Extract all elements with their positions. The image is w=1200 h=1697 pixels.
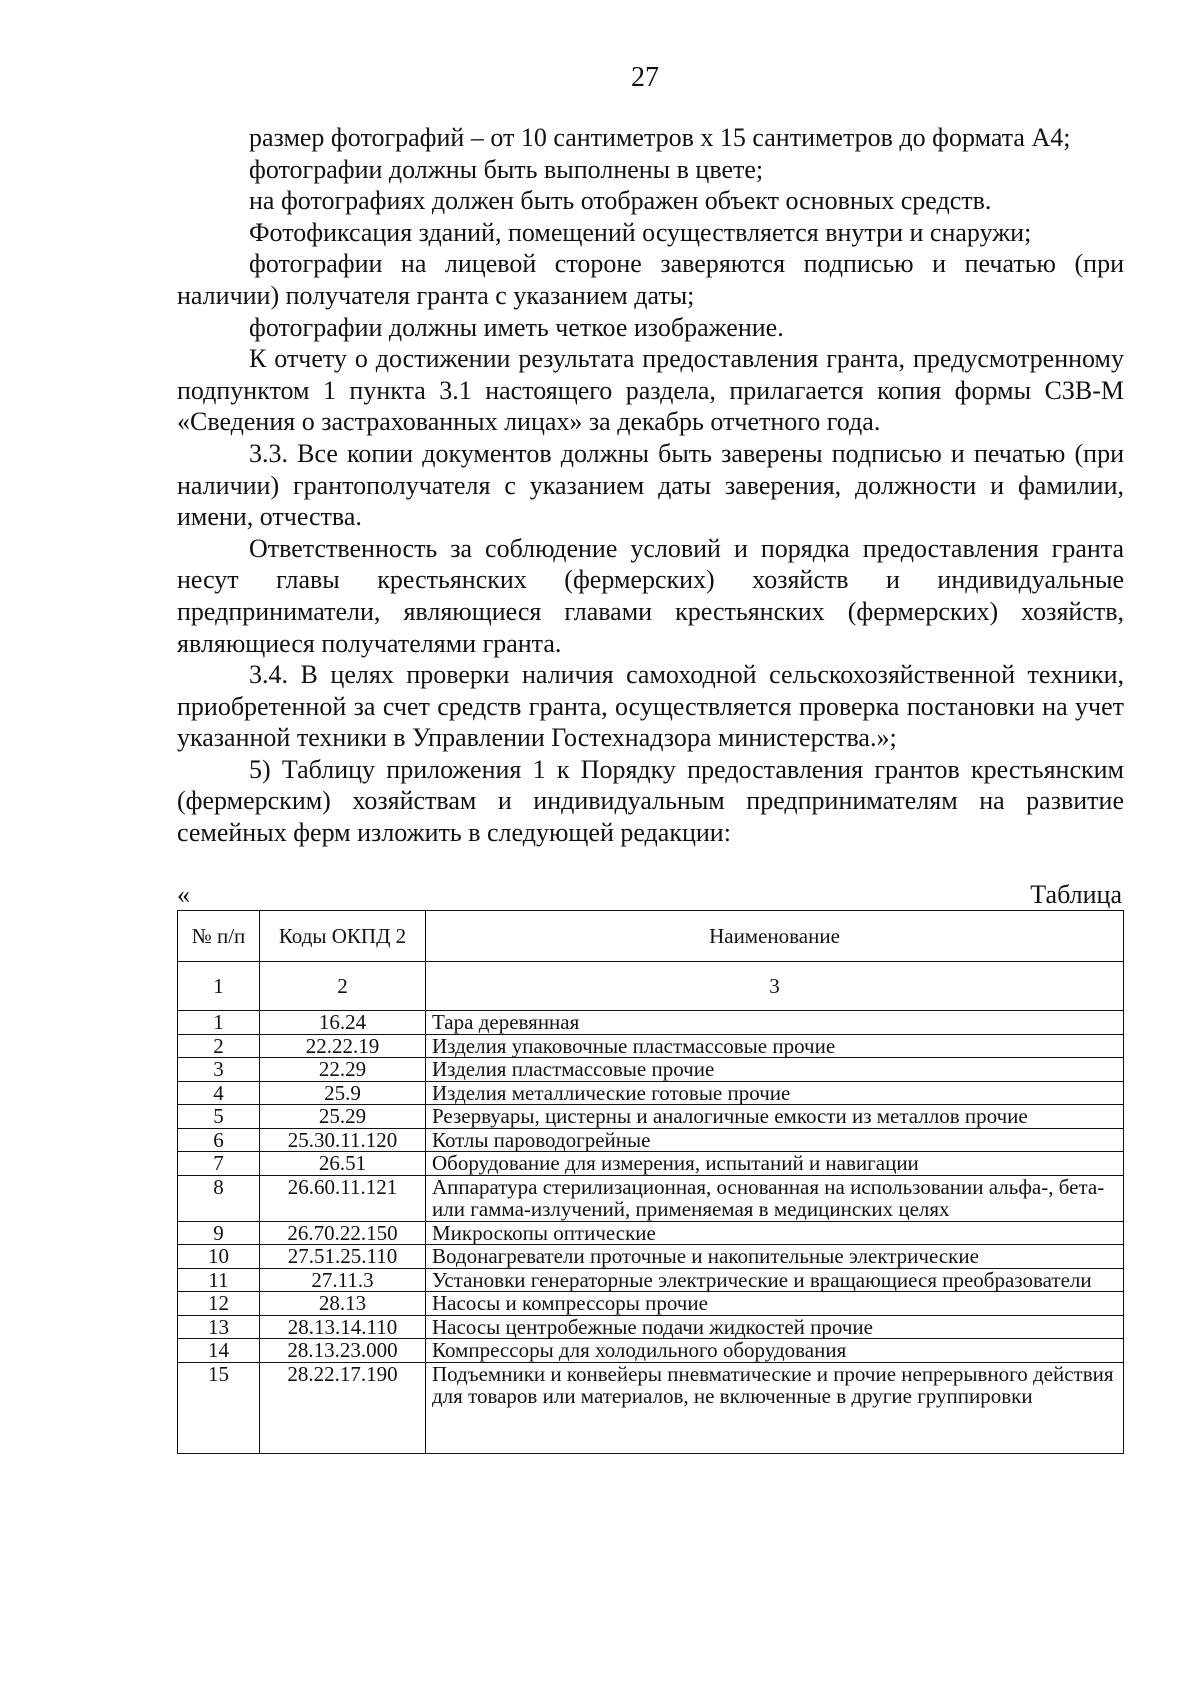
table-row bbox=[178, 1128, 1124, 1152]
row-number-cell: 5 bbox=[178, 1105, 260, 1129]
paragraph: фотографии должны иметь четкое изображение. bbox=[249, 312, 784, 342]
row-code-cell: 27.11.3 bbox=[260, 1268, 426, 1292]
table-row bbox=[178, 1268, 1124, 1292]
table-row bbox=[178, 1058, 1124, 1082]
paragraph: фотографии должны быть выполнены в цвете; bbox=[249, 154, 764, 184]
row-code-cell: 28.13 bbox=[260, 1292, 426, 1316]
row-code-cell: 22.22.19 bbox=[260, 1034, 426, 1058]
row-number-cell: 13 bbox=[178, 1315, 260, 1339]
row-name-cell: Установки генераторные электрические и вращающиеся преобразователи bbox=[426, 1268, 1124, 1292]
row-name-cell: Водонагреватели проточные и накопительные электрические bbox=[426, 1245, 1124, 1269]
row-number-cell: 15 bbox=[178, 1362, 260, 1453]
row-code-cell: 25.9 bbox=[260, 1081, 426, 1105]
row-number-cell: 7 bbox=[178, 1152, 260, 1176]
row-name-cell: Микроскопы оптические bbox=[426, 1221, 1124, 1245]
table-row bbox=[178, 1081, 1124, 1105]
paragraph: размер фотографий – от 10 сантиметров х 15 сантиметров до формата А4; bbox=[249, 123, 1071, 152]
paragraph: на фотографиях должен быть отображен объект основных средств. bbox=[249, 186, 992, 216]
row-name-cell: Оборудование для измерения, испытаний и навигации bbox=[426, 1152, 1124, 1176]
row-code-cell: 16.24 bbox=[260, 1011, 426, 1035]
paragraph: 5) Таблицу приложения 1 к Порядку предоставления грантов крестьянским (фермерским) хозяйствам и индивидуальным предпринимателям на развитие семейных ферм изложить в следующей редакции: bbox=[177, 754, 1124, 848]
row-code-cell: 26.70.22.150 bbox=[260, 1221, 426, 1245]
row-code-cell: 26.60.11.121 bbox=[260, 1175, 426, 1221]
document-body bbox=[177, 122, 1124, 849]
paragraph: 3.3. Все копии документов должны быть заверены подписью и печатью (при наличии) грантополучателя с указанием даты заверения, должности и фамилии, имени, отчества. bbox=[177, 438, 1124, 532]
row-name-cell: Резервуары, цистерны и аналогичные емкости из металлов прочие bbox=[426, 1105, 1124, 1129]
row-number-cell: 8 bbox=[178, 1175, 260, 1221]
row-name-cell: Изделия металлические готовые прочие bbox=[426, 1081, 1124, 1105]
row-number-cell: 14 bbox=[178, 1339, 260, 1363]
paragraph: 3.4. В целях проверки наличия самоходной сельскохозяйственной техники, приобретенной за счет средств гранта, осуществляется проверка постановки на учет указанной техники в Управлении Гостехнадзора министерства.»; bbox=[177, 660, 1124, 753]
table-row bbox=[178, 1175, 1124, 1221]
row-code-cell: 22.29 bbox=[260, 1058, 426, 1082]
table-caption: Таблица bbox=[1030, 880, 1122, 909]
row-code-cell: 26.51 bbox=[260, 1152, 426, 1176]
table-row bbox=[178, 1221, 1124, 1245]
table-row bbox=[178, 1245, 1124, 1269]
row-number-cell: 11 bbox=[178, 1268, 260, 1292]
row-number-cell: 4 bbox=[178, 1081, 260, 1105]
row-number-cell: 3 bbox=[178, 1058, 260, 1082]
row-code-cell: 28.13.14.110 bbox=[260, 1315, 426, 1339]
table-header-row bbox=[178, 911, 1124, 962]
table-row bbox=[178, 1105, 1124, 1129]
index-cell: 2 bbox=[260, 962, 426, 1011]
open-quote: « bbox=[177, 880, 190, 909]
row-name-cell: Насосы и компрессоры прочие bbox=[426, 1292, 1124, 1316]
table-row bbox=[178, 1152, 1124, 1176]
table-row bbox=[178, 1315, 1124, 1339]
row-number-cell: 1 bbox=[178, 1011, 260, 1035]
table-row bbox=[178, 1034, 1124, 1058]
row-number-cell: 9 bbox=[178, 1221, 260, 1245]
row-name-cell: Аппаратура стерилизационная, основанная на использовании альфа-, бета- или гамма-излучений, применяемая в медицинских целях bbox=[426, 1175, 1124, 1221]
header-name: Наименование bbox=[426, 911, 1124, 962]
paragraph: фотографии на лицевой стороне заверяются подписью и печатью (при наличии) получателя гранта с указанием даты; bbox=[177, 249, 1124, 310]
row-number-cell: 12 bbox=[178, 1292, 260, 1316]
header-code: Коды ОКПД 2 bbox=[260, 911, 426, 962]
row-name-cell: Котлы пароводогрейные bbox=[426, 1128, 1124, 1152]
row-code-cell: 28.13.23.000 bbox=[260, 1339, 426, 1363]
row-code-cell: 25.29 bbox=[260, 1105, 426, 1129]
row-name-cell: Подъемники и конвейеры пневматические и прочие непрерывного действия для товаров или материалов, не включенные в другие группировки bbox=[426, 1362, 1124, 1453]
row-name-cell: Компрессоры для холодильного оборудования bbox=[426, 1339, 1124, 1363]
row-number-cell: 2 bbox=[178, 1034, 260, 1058]
row-number-cell: 10 bbox=[178, 1245, 260, 1269]
row-name-cell: Изделия пластмассовые прочие bbox=[426, 1058, 1124, 1082]
table-row bbox=[178, 1292, 1124, 1316]
row-number-cell: 6 bbox=[178, 1128, 260, 1152]
row-code-cell: 27.51.25.110 bbox=[260, 1245, 426, 1269]
row-name-cell: Насосы центробежные подачи жидкостей прочие bbox=[426, 1315, 1124, 1339]
row-name-cell: Тара деревянная bbox=[426, 1011, 1124, 1035]
index-cell: 1 bbox=[178, 962, 260, 1011]
paragraph: Фотофиксация зданий, помещений осуществляется внутри и снаружи; bbox=[249, 217, 1032, 247]
paragraph: К отчету о достижении результата предоставления гранта, предусмотренному подпунктом 1 пункта 3.1 настоящего раздела, прилагается копия формы СЗВ-М «Сведения о застрахованных лицах» за декабрь отчетного года. bbox=[177, 344, 1124, 437]
row-name-cell: Изделия упаковочные пластмассовые прочие bbox=[426, 1034, 1124, 1058]
row-code-cell: 25.30.11.120 bbox=[260, 1128, 426, 1152]
table-index-row bbox=[178, 962, 1124, 1011]
okpd-table bbox=[177, 910, 1124, 1454]
table-row bbox=[178, 1011, 1124, 1035]
table-caption-row bbox=[177, 880, 1122, 912]
row-code-cell: 28.22.17.190 bbox=[260, 1362, 426, 1453]
header-number: № п/п bbox=[178, 911, 260, 962]
page-number: 27 bbox=[631, 62, 659, 93]
index-cell: 3 bbox=[426, 962, 1124, 1011]
table-row bbox=[178, 1339, 1124, 1363]
table-row bbox=[178, 1362, 1124, 1453]
paragraph: Ответственность за соблюдение условий и порядка предоставления гранта несут главы крестьянских (фермерских) хозяйств и индивидуальные предприниматели, являющиеся главами крестьянских (фермерских) хозяйств, являющиеся получателями гранта. bbox=[177, 533, 1124, 658]
